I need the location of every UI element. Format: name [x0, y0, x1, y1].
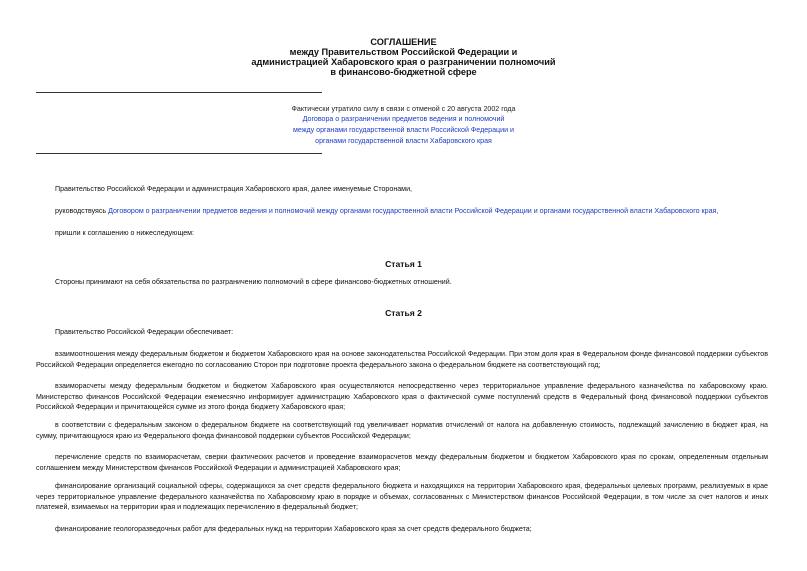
- preamble-paragraph: [36, 206, 768, 217]
- list-item: перечисление средств по взаиморасчетам, сверки фактических расчетов и проведение взаиморасчетов между федеральным бюджетом и бюджетом Хабаровского края по срокам, определенным отдельным соглашением между Министерством финансов Российской Федерации и администрацией Хабаровского края;: [36, 453, 768, 472]
- article-1-text: Стороны принимают на себя обязательства по разграничению полномочий в сфере финансово-бюджетных отношений.: [55, 278, 452, 286]
- preamble-paragraph: Правительство Российской Федерации и администрация Хабаровского края, далее именуемые Сторонами,: [55, 185, 412, 193]
- list-item: взаиморасчеты между федеральным бюджетом и бюджетом Хабаровского края осуществляются непосредственно через территориальное управление федерального казначейства по хабаровскому краю. Министерство финансов Российской Федерации ежемесячно информирует администрацию Хабаровского края о фактической сумме поступлений средств в Федеральный фонд финансовой поддержки субъектов Российской Федерации и причитающейся сумме из этого фонда бюджету Хабаровского края;: [36, 382, 768, 412]
- status-note: Фактически утратило силу в связи с отменой с 20 августа 2002 года: [291, 105, 516, 113]
- article-1-heading: Статья 1: [385, 259, 422, 269]
- list-item: финансирование организаций социальной сферы, содержащихся за счет средств федерального бюджета и находящихся на территории Хабаровского края, федеральных целевых программ, реализуемых в крае через территориальное управление федерального казначейства по Хабаровскому краю в порядке и объемах, согласованных с Министерством финансов Российской Федерации, в том числе за счет налогов и иных платежей, взимаемых на территории края и подлежащих перечислению в федеральный бюджет;: [36, 482, 768, 512]
- document-title: СОГЛАШЕНИЕ: [370, 37, 437, 47]
- list-item: в соответствии с федеральным законом о федеральном бюджете на соответствующий год увеличивает норматив отчислений от налога на добавленную стоимость, подлежащий зачислению в бюджет края, на сумму, причитающуюся краю из Федерального фонда финансовой поддержки субъектов Российской Федерации;: [36, 421, 768, 440]
- divider-bottom: [36, 153, 322, 154]
- article-2-heading: Статья 2: [385, 308, 422, 318]
- repeal-link-line[interactable]: между органами государственной власти Российской Федерации и: [293, 126, 514, 134]
- treaty-link[interactable]: Договором о разграничении предметов ведения и полномочий между органами государственной власти Российской Федерации и органами государственной власти Хабаровского края,: [108, 207, 719, 215]
- article-2-intro: Правительство Российской Федерации обеспечивает:: [55, 328, 234, 336]
- list-item: финансирование геологоразведочных работ для федеральных нужд на территории Хабаровского края за счет средств федерального бюджета;: [55, 525, 532, 533]
- document-subtitle-line: между Правительством Российской Федерации и: [289, 47, 518, 57]
- repeal-link-line[interactable]: Договора о разграничении предметов ведения и полномочий: [302, 115, 505, 123]
- list-item: взаимоотношения между федеральным бюджетом и бюджетом Хабаровского края на основе законодательства Российской Федерации. При этом доля края в Федеральном фонде финансовой поддержки субъектов Российской Федерации определяется ежегодно по согласованию Сторон при подготовке проекта федерального закона о федеральном бюджете на соответствующий год;: [36, 350, 768, 369]
- preamble-paragraph: пришли к соглашению о нижеследующем:: [55, 229, 194, 237]
- divider-top: [36, 92, 322, 93]
- document-subtitle-line: администрацией Хабаровского края о разграничении полномочий: [251, 57, 556, 67]
- preamble-text: руководствуясь: [55, 207, 109, 215]
- document-subtitle-line: в финансово-бюджетной сфере: [330, 67, 477, 77]
- repeal-link-line[interactable]: органами государственной власти Хабаровского края: [315, 137, 492, 145]
